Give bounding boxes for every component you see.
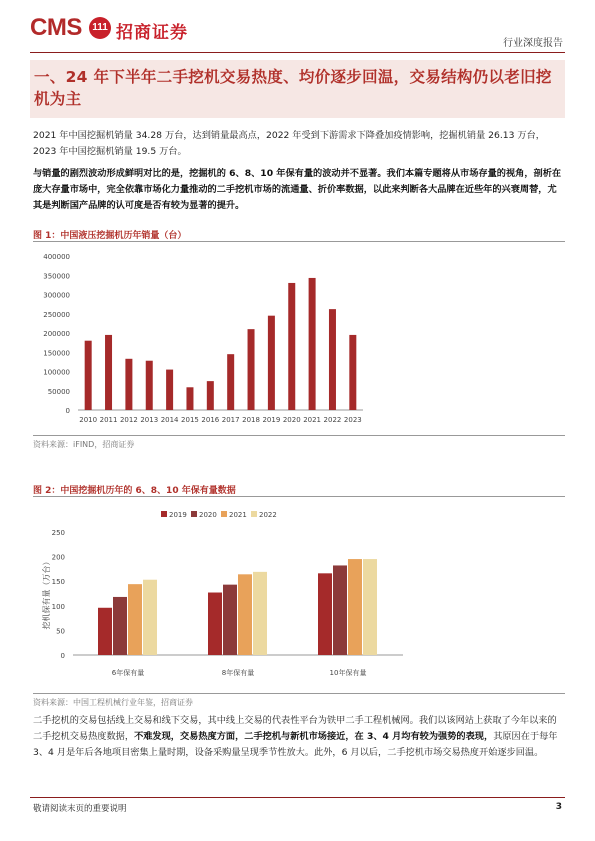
bar-2019-10年保有量 [318,573,332,655]
figure2-top-rule [33,496,565,497]
y-tick-label: 100000 [43,368,70,377]
y-tick-label: 100 [51,602,65,611]
x-tick-label: 2013 [140,416,159,424]
x-tick-label: 6年保有量 [111,669,145,677]
paragraph-trading-highlight: 不难发现，交易热度方面，二手挖机与新机市场接近，在 3、4 月均有较为强势的表现， [134,731,494,742]
y-tick-label: 150000 [43,349,70,358]
y-tick-label: 350000 [43,272,70,281]
bar-2020 [288,283,295,410]
bar-2022-8年保有量 [253,572,267,655]
paragraph-trading [33,713,565,761]
logo-seal-icon: 111 [89,17,111,39]
legend-swatch-2021 [221,511,227,517]
x-tick-label: 2015 [181,416,199,424]
legend-swatch-2020 [191,511,197,517]
y-tick-label: 400000 [43,253,70,261]
figure1-top-rule [33,241,565,242]
bar-2019-8年保有量 [208,593,222,655]
x-tick-label: 2022 [323,416,342,424]
y-tick-label: 50000 [47,387,70,396]
y-tick-label: 150 [51,578,65,587]
bar-2015 [186,387,193,410]
bar-2012 [125,359,132,410]
legend-swatch-2019 [161,511,167,517]
bar-2023 [349,335,356,410]
bar-2021-10年保有量 [348,559,362,655]
figure2-chart [33,502,565,692]
x-tick-label: 2023 [343,416,362,424]
x-tick-label: 2010 [79,416,98,424]
x-tick-label: 2021 [303,416,322,424]
y-tick-label: 0 [60,652,65,660]
logo-cms-text: CMS [30,14,82,41]
report-type-label: 行业深度报告 [503,38,563,49]
bar-2021 [309,278,316,410]
bar-2010 [85,341,92,410]
legend-label-2020: 2020 [199,511,217,519]
header-divider [30,52,565,53]
bar-2013 [146,361,153,410]
footer-divider [30,797,565,798]
bar-2020-8年保有量 [223,585,237,655]
legend-label-2021: 2021 [229,511,247,519]
figure2-title: 图 2：中国挖掘机历年的 6、8、10 年保有量数据 [33,486,236,496]
bar-2022 [329,309,336,410]
figure1-bottom-rule [33,435,565,436]
bar-2019-6年保有量 [98,608,112,655]
y-tick-label: 50 [56,627,65,636]
paragraph-sales: 2021 年中国挖掘机销量 34.28 万台，达到销量最高点，2022 年受到下游需求下降叠加疫情影响，挖掘机销量 26.13 万台，2023 年中国挖掘机销量 19.5 万台。 [33,130,545,157]
bar-2011 [105,335,112,410]
x-tick-label: 2011 [99,416,118,424]
y-tick-label: 300000 [43,291,70,300]
logo-company-name: 招商证券 [116,23,188,43]
bar-2017 [227,354,234,410]
figure2-source: 资料来源：中国工程机械行业年鉴，招商证券 [33,698,193,707]
y-tick-label: 250 [51,529,65,537]
section-title-box [30,60,565,118]
x-tick-label: 2019 [262,416,281,424]
bar-2014 [166,370,173,410]
bar-2022-6年保有量 [143,580,157,655]
bar-2019 [268,316,275,410]
paragraph-inventory: 与销量的剧烈波动形成鲜明对比的是，挖掘机的 6、8、10 年保有量的波动并不显著。我们本篇专题将从市场存量的视角，剖析在庞大存量市场中，完全依靠市场化力量推动的二手挖机市场的流通量、折价率数据，以此来判断各大品牌在近些年的兴衰周替，尤其是判断国产品牌的认可度是否有较为显著的提升。 [33,168,562,211]
legend-label-2022: 2022 [259,511,277,519]
figure1-title: 图 1：中国液压挖掘机历年销量（台） [33,231,187,241]
legend-swatch-2022 [251,511,257,517]
bar-2022-10年保有量 [363,559,377,655]
footer-disclaimer: 敬请阅读末页的重要说明 [33,804,127,814]
y-tick-label: 200000 [43,330,70,338]
y-tick-label: 250000 [43,310,70,319]
y-axis-label: 挖机保有量（万台） [42,557,51,630]
x-tick-label: 10年保有量 [329,669,367,677]
y-tick-label: 0 [65,407,70,415]
paragraph-trading-c: 其原因在于每年 3、4 月是年后各地项目密集上量时期，设备采购量呈现季节性放大。此外，6 月以后，二手挖机市场交易热度开始逐步回温。 [33,731,558,758]
x-tick-label: 2014 [160,416,179,424]
x-tick-label: 2018 [242,416,260,424]
page-number: 3 [555,802,562,812]
x-tick-label: 8年保有量 [221,669,255,677]
x-tick-label: 2020 [282,416,301,424]
paragraph-trading-a: 二手挖机的交易包括线上交易和线下交易，其中线上交易的代表性平台为铁甲二手工程机械网。我们以该网站上获取了今年以来的二手挖机交易热度数据， [33,715,557,742]
figure2-bottom-rule [33,693,565,694]
figure1-source: 资料来源：iFIND，招商证券 [33,440,135,449]
x-tick-label: 2016 [201,416,220,424]
bar-2021-8年保有量 [238,574,252,655]
bar-2018 [248,329,255,410]
figure1-chart [33,246,565,434]
y-tick-label: 200 [51,553,65,562]
bar-2020-6年保有量 [113,597,127,655]
bar-2016 [207,381,214,410]
legend-label-2019: 2019 [169,511,187,519]
section-title: 一、24 年下半年二手挖机交易热度、均价逐步回温，交易结构仍以老旧挖机为主 [34,68,552,108]
bar-2021-6年保有量 [128,584,142,655]
x-tick-label: 2017 [221,416,240,424]
x-tick-label: 2012 [119,416,138,424]
bar-2020-10年保有量 [333,565,347,655]
